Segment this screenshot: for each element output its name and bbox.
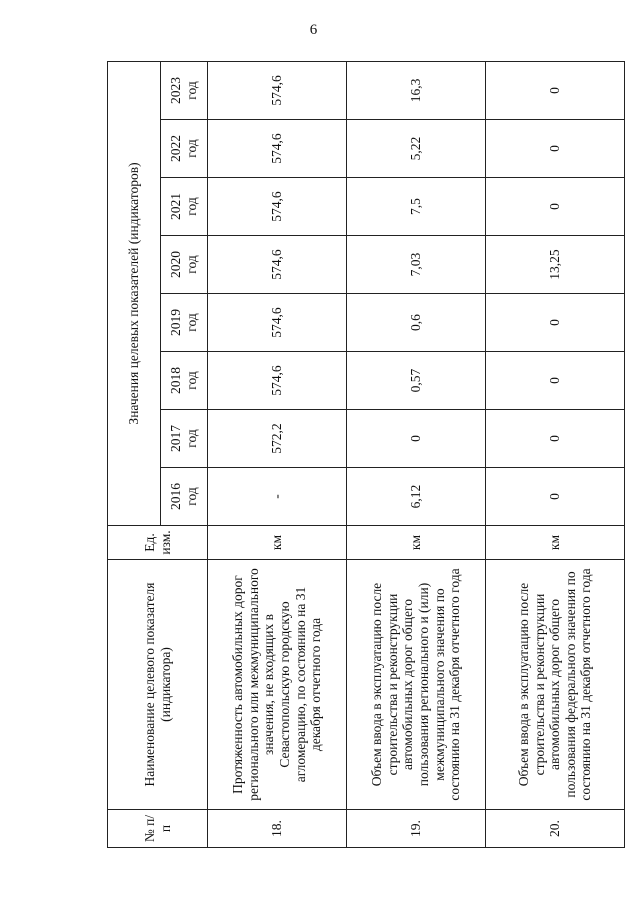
- value-cell: 7,5: [347, 178, 486, 236]
- header-year-2022: 2022 год: [161, 120, 208, 178]
- value-cell: 574,6: [208, 352, 347, 410]
- value-cell: 0: [486, 120, 625, 178]
- value-cell: 574,6: [208, 120, 347, 178]
- indicators-table: [107, 61, 625, 848]
- value-cell: 574,6: [208, 294, 347, 352]
- header-year-2019: 2019 год: [161, 294, 208, 352]
- header-values-group: Значения целевых показателей (индикаторов): [108, 61, 161, 525]
- header-year-2023: 2023 год: [161, 61, 208, 119]
- value-cell: 0: [486, 178, 625, 236]
- header-num: № п/п: [108, 810, 208, 848]
- row-number: 18.: [208, 810, 347, 848]
- value-cell: 572,2: [208, 410, 347, 468]
- value-cell: 574,6: [208, 178, 347, 236]
- value-cell: 574,6: [208, 236, 347, 294]
- value-cell: 0: [486, 410, 625, 468]
- value-cell: 574,6: [208, 61, 347, 119]
- header-name: Наименование целевого показателя (индикатора): [108, 560, 208, 810]
- table-landscape-frame: [107, 62, 605, 848]
- indicator-name: Объем ввода в эксплуатацию после строительства и реконструкции автомобильных дорог общего пользования федерального значения по состоянию на 31 декабря отчетного года: [486, 560, 625, 810]
- row-number: 20.: [486, 810, 625, 848]
- value-cell: 5,22: [347, 120, 486, 178]
- unit-cell: км: [486, 526, 625, 560]
- table-row: [208, 61, 347, 847]
- table-row: [486, 61, 625, 847]
- value-cell: 0,6: [347, 294, 486, 352]
- page-number: 6: [309, 22, 318, 38]
- row-number: 19.: [347, 810, 486, 848]
- header-year-2016: 2016 год: [161, 468, 208, 526]
- header-year-2021: 2021 год: [161, 178, 208, 236]
- rotated-table-wrapper: [107, 62, 605, 848]
- unit-cell: км: [347, 526, 486, 560]
- indicator-name: Объем ввода в эксплуатацию после строительства и реконструкции автомобильных дорог общего пользования регионального и (или) межмуниципального значения по состоянию на 31 декабря отчетного года: [347, 560, 486, 810]
- header-year-2018: 2018 год: [161, 352, 208, 410]
- value-cell: 0: [486, 468, 625, 526]
- value-cell: 7,03: [347, 236, 486, 294]
- header-unit: Ед. изм.: [108, 526, 208, 560]
- value-cell: 0: [486, 61, 625, 119]
- unit-cell: км: [208, 526, 347, 560]
- table-row: [347, 61, 486, 847]
- value-cell: 0: [486, 294, 625, 352]
- value-cell: 13,25: [486, 236, 625, 294]
- value-cell: 16,3: [347, 61, 486, 119]
- value-cell: 6,12: [347, 468, 486, 526]
- value-cell: 0: [486, 352, 625, 410]
- header-year-2020: 2020 год: [161, 236, 208, 294]
- value-cell: 0,57: [347, 352, 486, 410]
- value-cell: 0: [347, 410, 486, 468]
- value-cell: -: [208, 468, 347, 526]
- header-year-2017: 2017 год: [161, 410, 208, 468]
- indicator-name: Протяженность автомобильных дорог регионального или межмуниципального значения, не входящих в Севастопольскую городскую агломерацию, по состоянию на 31 декабря отчетного года: [208, 560, 347, 810]
